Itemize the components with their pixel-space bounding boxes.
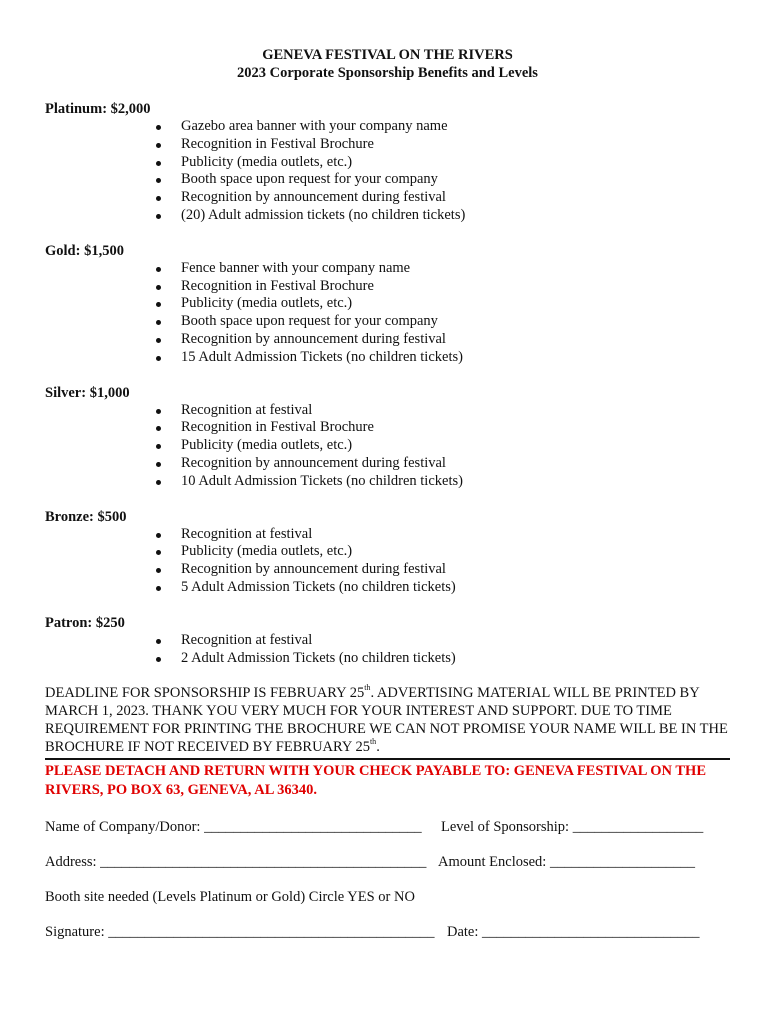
benefit-list <box>45 632 730 668</box>
benefit-item: 10 Adult Admission Tickets (no children tickets) <box>154 473 730 491</box>
sponsorship-level-field[interactable]: Level of Sponsorship: __________________ <box>441 819 704 836</box>
form-row-company <box>45 818 730 836</box>
level-patron <box>45 614 730 668</box>
level-bronze <box>45 508 730 597</box>
amount-enclosed-field[interactable]: Amount Enclosed: ____________________ <box>438 854 695 871</box>
benefit-list <box>45 260 730 367</box>
benefit-item: Gazebo area banner with your company name <box>154 118 730 136</box>
benefit-item: Recognition by announcement during festival <box>154 561 730 579</box>
benefit-list <box>45 402 730 491</box>
benefit-item: Booth space upon request for your company <box>154 313 730 331</box>
benefit-item: 5 Adult Admission Tickets (no children tickets) <box>154 579 730 597</box>
booth-site-question[interactable]: Booth site needed (Levels Platinum or Gold) Circle YES or NO <box>45 889 415 906</box>
form-row-address <box>45 853 730 871</box>
form-row-booth <box>45 888 730 906</box>
benefit-item: Publicity (media outlets, etc.) <box>154 295 730 313</box>
sponsorship-levels <box>45 100 730 667</box>
address-field[interactable]: Address: _____________________________________________ <box>45 854 427 871</box>
benefit-item: Recognition by announcement during festival <box>154 331 730 349</box>
level-gold <box>45 242 730 367</box>
benefit-item: Recognition by announcement during festival <box>154 455 730 473</box>
benefit-item: Recognition by announcement during festival <box>154 189 730 207</box>
benefit-item: Booth space upon request for your company <box>154 171 730 189</box>
level-heading: Silver: $1,000 <box>45 384 130 401</box>
level-heading: Patron: $250 <box>45 614 125 631</box>
benefit-list <box>45 526 730 597</box>
document-subtitle: 2023 Corporate Sponsorship Benefits and Levels <box>237 65 538 81</box>
level-heading: Platinum: $2,000 <box>45 101 151 117</box>
benefit-item: Fence banner with your company name <box>154 260 730 278</box>
level-platinum <box>45 100 730 225</box>
benefit-item: Publicity (media outlets, etc.) <box>154 437 730 455</box>
benefit-item: Publicity (media outlets, etc.) <box>154 543 730 561</box>
document-title: GENEVA FESTIVAL ON THE RIVERS <box>262 47 513 63</box>
level-heading: Gold: $1,500 <box>45 242 124 259</box>
benefit-item: 15 Adult Admission Tickets (no children tickets) <box>154 349 730 367</box>
detach-instructions: PLEASE DETACH AND RETURN WITH YOUR CHECK PAYABLE TO: GENEVA FESTIVAL ON THE RIVERS, PO BOX 63, GENEVA, AL 36340. <box>45 763 706 799</box>
date-field[interactable]: Date: ______________________________ <box>447 924 700 941</box>
benefit-item: Recognition in Festival Brochure <box>154 278 730 296</box>
benefit-item: Recognition in Festival Brochure <box>154 136 730 154</box>
benefit-item: Publicity (media outlets, etc.) <box>154 154 730 172</box>
benefit-item: 2 Adult Admission Tickets (no children tickets) <box>154 650 730 668</box>
benefit-item: Recognition at festival <box>154 526 730 544</box>
level-silver <box>45 384 730 491</box>
benefit-list <box>45 118 730 225</box>
signature-field[interactable]: Signature: _____________________________________________ <box>45 924 435 941</box>
benefit-item: Recognition in Festival Brochure <box>154 419 730 437</box>
level-heading: Bronze: $500 <box>45 508 127 525</box>
form-row-signature <box>45 923 730 941</box>
company-name-field[interactable]: Name of Company/Donor: ______________________________ <box>45 819 422 836</box>
sponsorship-form-page <box>45 46 730 941</box>
deadline-notice: DEADLINE FOR SPONSORSHIP IS FEBRUARY 25th. ADVERTISING MATERIAL WILL BE PRINTED BY MARCH 1, 2023. THANK YOU VERY MUCH FOR YOUR INTEREST AND SUPPORT. DUE TO TIME REQUIREMENT FOR PRINTING THE BROCHURE WE CAN NOT PROMISE YOUR NAME WILL BE IN THE BROCHURE IF NOT RECEIVED BY FEBRUARY 25th. <box>45 683 728 756</box>
benefit-item: Recognition at festival <box>154 632 730 650</box>
benefit-item: Recognition at festival <box>154 402 730 420</box>
benefit-item: (20) Adult admission tickets (no children tickets) <box>154 207 730 225</box>
detach-divider <box>45 758 730 760</box>
